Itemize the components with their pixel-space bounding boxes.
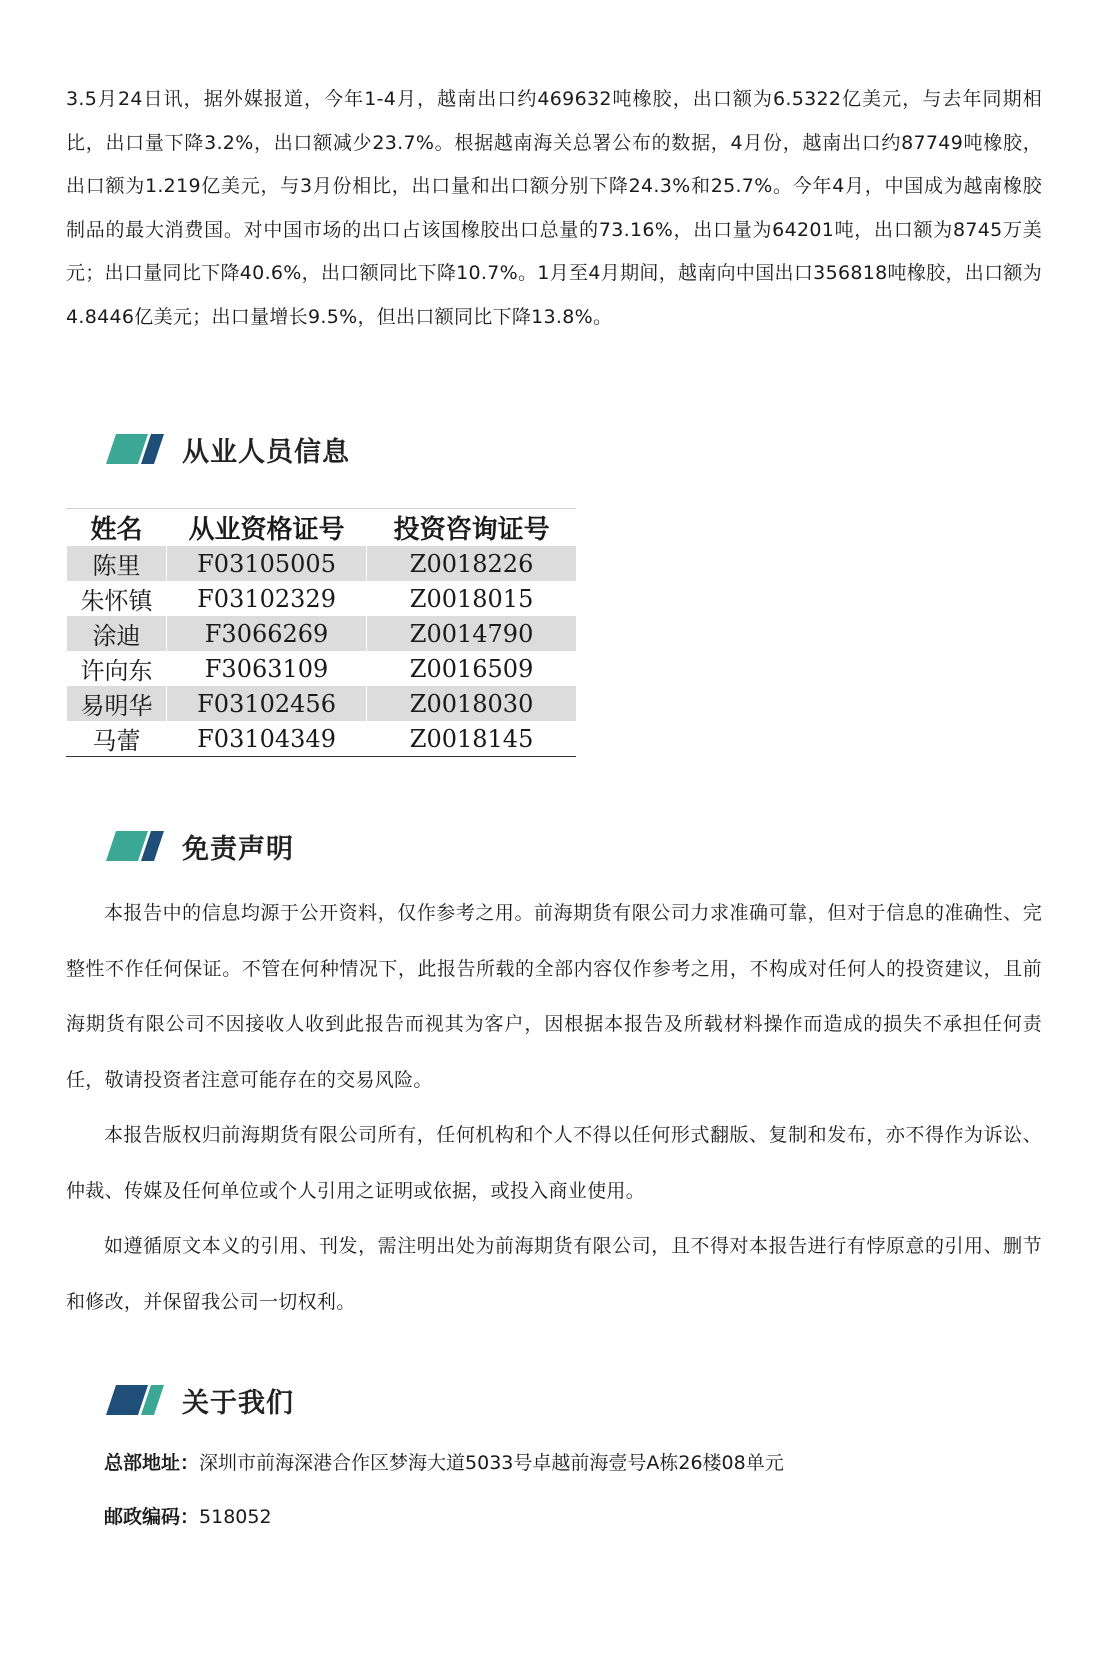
header-consulting-no: 投资咨询证号 <box>367 509 576 547</box>
address-line <box>104 1448 784 1478</box>
qualification-no: F03104349 <box>166 721 366 757</box>
qualification-no: F3063109 <box>166 651 366 686</box>
table-row <box>67 651 577 686</box>
staff-section-heading <box>104 429 350 469</box>
table-row <box>67 581 577 616</box>
staff-section-title: 从业人员信息 <box>182 436 350 468</box>
disclaimer-section-title: 免责声明 <box>182 833 294 865</box>
staff-table <box>66 508 576 757</box>
qualification-no: F03105005 <box>166 546 366 581</box>
section-parallelogram-icon <box>104 1383 166 1417</box>
postcode-value: 518052 <box>199 1506 272 1528</box>
disclaimer-paragraph-3: 如遵循原文本义的引用、刊发，需注明出处为前海期货有限公司，且不得对本报告进行有悖原意的引用、删节和修改，并保留我公司一切权利。 <box>66 1235 1042 1313</box>
staff-table-header-row <box>67 509 577 547</box>
section-parallelogram-icon <box>104 829 166 863</box>
consulting-no: Z0014790 <box>367 616 576 651</box>
table-row <box>67 686 577 721</box>
postcode-label: 邮政编码： <box>104 1506 200 1528</box>
qualification-no: F03102329 <box>166 581 366 616</box>
disclaimer-paragraph-1: 本报告中的信息均源于公开资料，仅作参考之用。前海期货有限公司力求准确可靠，但对于信息的准确性、完整性不作任何保证。不管在何种情况下，此报告所载的全部内容仅作参考之用，不构成对任何人的投资建议，且前海期货有限公司不因接收人收到此报告而视其为客户，因根据本报告及所载材料操作而造成的损失不承担任何责任，敬请投资者注意可能存在的交易风险。 <box>66 902 1042 1091</box>
staff-name: 许向东 <box>67 651 167 686</box>
staff-name: 马蕾 <box>67 721 167 757</box>
staff-name: 陈里 <box>67 546 167 581</box>
qualification-no: F03102456 <box>166 686 366 721</box>
qualification-no: F3066269 <box>166 616 366 651</box>
header-qualification-no: 从业资格证号 <box>166 509 366 547</box>
address-value: 深圳市前海深港合作区梦海大道5033号卓越前海壹号A栋26楼08单元 <box>199 1452 784 1474</box>
consulting-no: Z0016509 <box>367 651 576 686</box>
address-label: 总部地址： <box>104 1452 200 1474</box>
staff-name: 易明华 <box>67 686 167 721</box>
disclaimer-section-heading <box>104 826 294 866</box>
header-name: 姓名 <box>67 509 167 547</box>
about-section-heading <box>104 1380 294 1420</box>
intro-paragraph: 3.5月24日讯，据外媒报道，今年1-4月，越南出口约469632吨橡胶，出口额为6.5322亿美元，与去年同期相比，出口量下降3.2%，出口额减少23.7%。根据越南海关总署公布的数据，4月份，越南出口约87749吨橡胶，出口额为1.219亿美元，与3月份相比，出口量和出口额分别下降24.3%和25.7%。今年4月，中国成为越南橡胶制品的最大消费国。对中国市场的出口占该国橡胶出口总量的73.16%，出口量为64201吨，出口额为8745万美元；出口量同比下降40.6%，出口额同比下降10.7%。1月至4月期间，越南向中国出口356818吨橡胶，出口额为4.8446亿美元；出口量增长9.5%，但出口额同比下降13.8%。 <box>66 88 1042 328</box>
postcode-line <box>104 1502 272 1532</box>
consulting-no: Z0018030 <box>367 686 576 721</box>
consulting-no: Z0018145 <box>367 721 576 757</box>
table-row <box>67 721 577 757</box>
section-parallelogram-icon <box>104 432 166 466</box>
staff-name: 朱怀镇 <box>67 581 167 616</box>
table-row <box>67 616 577 651</box>
disclaimer-paragraph-2: 本报告版权归前海期货有限公司所有，任何机构和个人不得以任何形式翻版、复制和发布，亦不得作为诉讼、仲裁、传媒及任何单位或个人引用之证明或依据，或投入商业使用。 <box>66 1124 1042 1202</box>
staff-name: 涂迪 <box>67 616 167 651</box>
about-section-title: 关于我们 <box>182 1387 294 1419</box>
consulting-no: Z0018015 <box>367 581 576 616</box>
consulting-no: Z0018226 <box>367 546 576 581</box>
table-row <box>67 546 577 581</box>
